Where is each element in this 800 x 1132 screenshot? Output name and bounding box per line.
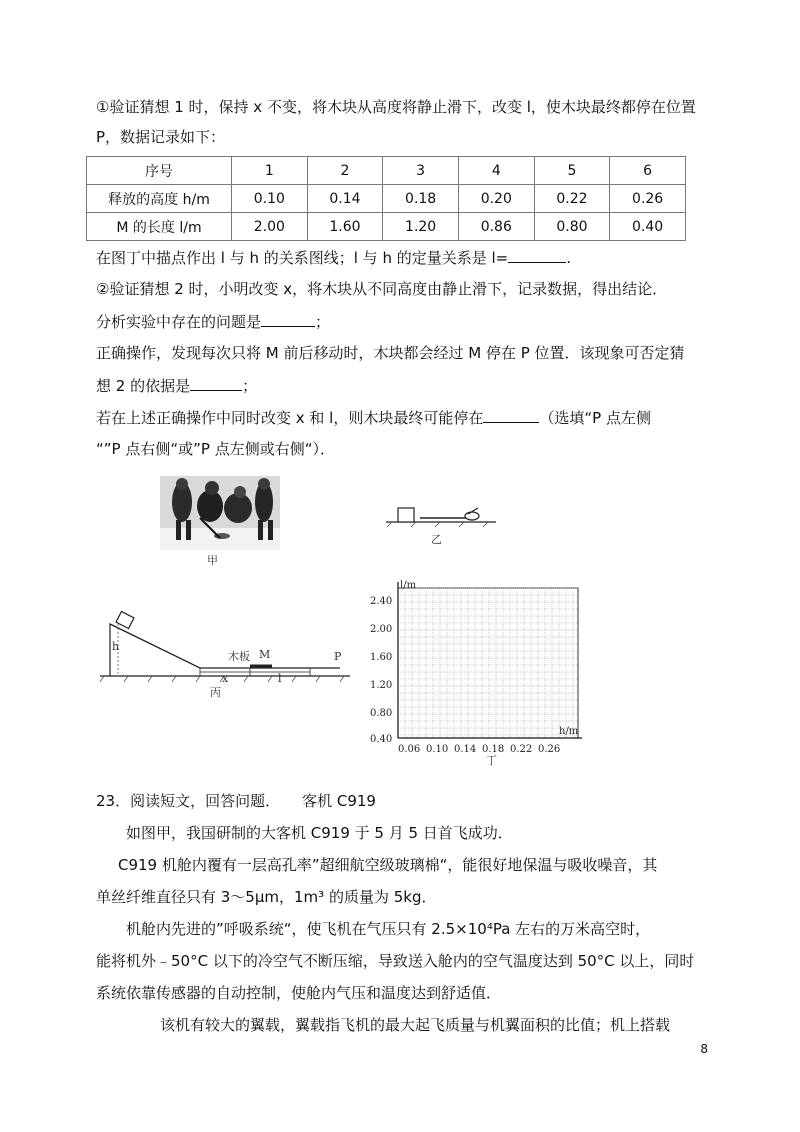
figure-yi-diagram <box>386 500 496 528</box>
x-tick: 0.06 <box>398 744 421 755</box>
caption-jia: 甲 <box>207 554 218 567</box>
table-cell: 2.00 <box>232 213 308 241</box>
q23-p1: 如图甲，我国研制的大客机 C919 于 5 月 5 日首飞成功． <box>126 824 513 842</box>
answer-blank[interactable] <box>483 406 539 423</box>
table-row <box>87 185 686 213</box>
q23-p3-line3: 系统依靠传感器的自动控制，使舱内气压和温度达到舒适值． <box>96 984 502 1002</box>
figure-ding-grid <box>366 580 586 758</box>
p5-end: ； <box>242 377 258 395</box>
p2-end: . <box>566 249 572 267</box>
graph-grid <box>398 588 578 738</box>
y-tick: 0.40 <box>370 734 393 745</box>
table-cell: 1.20 <box>383 213 459 241</box>
q23-title: 客机 C919 <box>302 792 376 810</box>
p6-line1 <box>96 406 651 429</box>
q23-p2-line2: 单丝纤维直径只有 3～5μm，1m³ 的质量为 5kg． <box>96 888 437 906</box>
x-tick: 0.22 <box>510 744 533 755</box>
table-header-cell: 5 <box>534 157 610 185</box>
p6-text-end: （选填“P 点左侧 <box>539 409 651 427</box>
bing-label-board: 木板 <box>228 650 250 663</box>
q23-p3-line1: 机舱内先进的”呼吸系统“，使飞机在气压只有 2.5×10⁴Pa 左右的万米高空时， <box>126 920 651 938</box>
p2-text: 在图丁中描点作出 l 与 h 的关系图线；l 与 h 的定量关系是 l= <box>96 249 509 267</box>
answer-blank[interactable] <box>508 246 566 263</box>
x-tick: 0.10 <box>426 744 449 755</box>
p4-line <box>96 310 330 333</box>
table-cell: 0.80 <box>534 213 610 241</box>
y-tick: 1.60 <box>370 652 393 663</box>
p2-line <box>96 246 571 269</box>
x-tick: 0.18 <box>482 744 505 755</box>
table-cell: 0.26 <box>610 185 686 213</box>
q23-p3-line2: 能将机外﹣50°C 以下的冷空气不断压缩，导致送入舱内的空气温度达到 50°C 以上，同时 <box>96 952 695 970</box>
p6-text: 若在上述正确操作中同时改变 x 和 l，则木块最终可能停在 <box>96 409 484 427</box>
p4-end: ； <box>315 313 331 331</box>
table-header-cell: 序号 <box>87 157 232 185</box>
caption-bing: 丙 <box>210 686 221 699</box>
answer-blank[interactable] <box>261 310 315 327</box>
bing-label-l: l <box>278 672 282 685</box>
table-header-cell: 6 <box>610 157 686 185</box>
bing-label-P: P <box>334 650 342 663</box>
p1-line1: ①验证猜想 1 时，保持 x 不变，将木块从高度将静止滑下，改变 l，使木块最终都停在位置 <box>96 98 696 116</box>
x-tick: 0.14 <box>454 744 477 755</box>
table-cell: 0.40 <box>610 213 686 241</box>
table-cell: 0.20 <box>458 185 534 213</box>
table-cell: 1.60 <box>307 213 383 241</box>
q23-heading-line <box>96 790 376 812</box>
p5-line1: 正确操作，发现每次只将 M 前后移动时，木块都会经过 M 停在 P 位置．该现象可否定猜 <box>96 344 685 362</box>
p1-line2: P，数据记录如下： <box>96 128 226 146</box>
q23-p4: 该机有较大的翼载，翼载指飞机的最大起飞质量与机翼面积的比值；机上搭载 <box>160 1016 671 1034</box>
y-tick: 0.80 <box>370 708 393 719</box>
table-row <box>87 213 686 241</box>
y-tick: 1.20 <box>370 680 393 691</box>
q23-p2-line1: C919 机舱内覆有一层高孔率”超细航空级玻璃棉“，能很好地保温与吸收噪音，其 <box>118 856 658 874</box>
p6-line2: “”P 点右侧“或”P 点左侧或右侧“）． <box>96 440 335 458</box>
bing-label-x: x <box>222 672 229 685</box>
p5-text: 想 2 的依据是 <box>96 377 191 395</box>
p3-line: ②验证猜想 2 时，小明改变 x，将木块从不同高度由静止滑下，记录数据，得出结论． <box>96 280 668 298</box>
table-cell: 0.10 <box>232 185 308 213</box>
table-header-cell: 2 <box>307 157 383 185</box>
table-cell: M 的长度 l/m <box>87 213 232 241</box>
data-table <box>86 156 686 241</box>
table-header-row <box>87 157 686 185</box>
page-number: 8 <box>700 1042 708 1056</box>
table-header-cell: 3 <box>383 157 459 185</box>
table-cell: 0.22 <box>534 185 610 213</box>
x-tick: 0.26 <box>538 744 561 755</box>
graph-y-label: l/m <box>400 580 417 591</box>
caption-ding: 丁 <box>486 754 497 767</box>
table-cell: 释放的高度 h/m <box>87 185 232 213</box>
caption-yi: 乙 <box>431 533 442 546</box>
p4-text: 分析实验中存在的问题是 <box>96 313 262 331</box>
table-cell: 0.18 <box>383 185 459 213</box>
graph-x-label: h/m <box>559 726 579 737</box>
y-tick: 2.00 <box>370 624 393 635</box>
answer-blank[interactable] <box>190 374 242 391</box>
q23-heading: 23．阅读短文，回答问题． <box>96 792 281 810</box>
table-header-cell: 4 <box>458 157 534 185</box>
bing-label-M: M <box>259 648 271 661</box>
y-tick: 2.40 <box>370 596 393 607</box>
table-cell: 0.14 <box>307 185 383 213</box>
figure-jia-photo <box>160 476 280 550</box>
bing-label-h: h <box>112 640 120 653</box>
table-header-cell: 1 <box>232 157 308 185</box>
table-cell: 0.86 <box>458 213 534 241</box>
p5-line2 <box>96 374 257 397</box>
